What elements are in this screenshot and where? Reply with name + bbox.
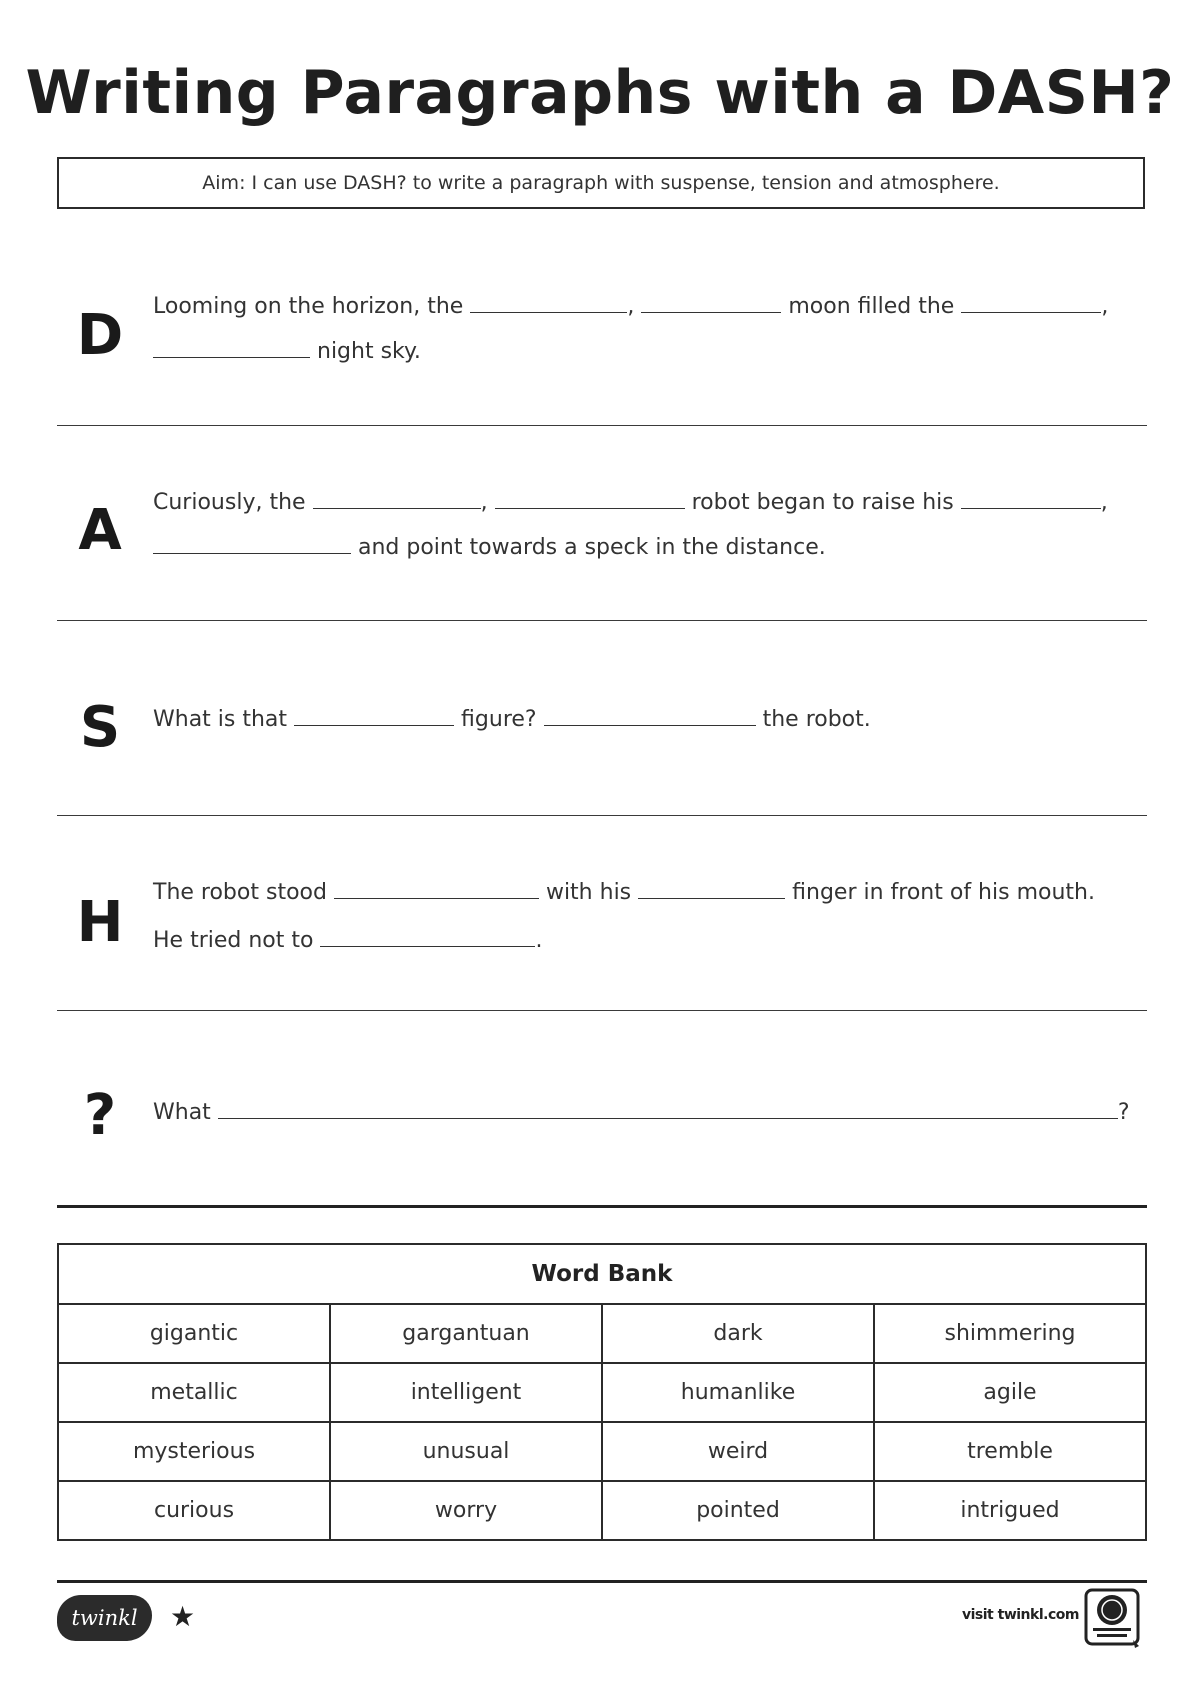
section-a-text: and point towards a speck in the distance. <box>358 535 826 560</box>
section-s-line-1 <box>153 705 871 732</box>
answer-blank[interactable] <box>153 533 351 554</box>
answer-blank[interactable] <box>641 292 781 313</box>
section-s-text: figure? <box>461 707 537 732</box>
answer-blank[interactable] <box>544 705 756 726</box>
word-cell: dark <box>602 1304 874 1363</box>
word-cell: pointed <box>602 1481 874 1540</box>
section-a-line-2 <box>153 533 826 560</box>
section-d-text: night sky. <box>317 339 421 364</box>
section-q-text: What <box>153 1100 211 1125</box>
answer-blank[interactable] <box>961 292 1101 313</box>
section-d-text: , <box>1101 294 1109 319</box>
section-letter-d: D <box>76 303 124 368</box>
word-cell: shimmering <box>874 1304 1146 1363</box>
section-divider <box>57 425 1147 426</box>
answer-blank[interactable] <box>294 705 454 726</box>
star-icon: ★ <box>170 1600 196 1633</box>
answer-blank[interactable] <box>334 878 539 899</box>
section-h-text: The robot stood <box>153 880 327 905</box>
visit-link[interactable]: visit twinkl.com <box>962 1607 1079 1623</box>
answer-blank[interactable] <box>961 488 1101 509</box>
answer-blank[interactable] <box>313 488 481 509</box>
section-d-line-1 <box>153 292 1108 319</box>
section-h-line-2 <box>153 926 542 953</box>
section-divider <box>57 1010 1147 1011</box>
word-cell: intrigued <box>874 1481 1146 1540</box>
word-cell: mysterious <box>58 1422 330 1481</box>
section-s-text: the robot. <box>762 707 871 732</box>
word-bank-table <box>57 1243 1147 1541</box>
section-h-text: finger in front of his mouth. <box>792 880 1095 905</box>
footer-divider <box>57 1580 1147 1583</box>
aim-box <box>57 157 1145 209</box>
section-h-text: . <box>535 928 543 953</box>
section-s-text: What is that <box>153 707 288 732</box>
word-cell: metallic <box>58 1363 330 1422</box>
logo-text: twinkl <box>71 1606 138 1630</box>
section-h-line-1 <box>153 878 1095 905</box>
word-cell: humanlike <box>602 1363 874 1422</box>
twinkl-logo[interactable] <box>57 1595 152 1641</box>
section-a-text: , <box>480 490 488 515</box>
word-bank-divider <box>57 1205 1147 1208</box>
word-cell: unusual <box>330 1422 602 1481</box>
word-cell: weird <box>602 1422 874 1481</box>
section-letter-s: S <box>79 695 121 760</box>
answer-blank[interactable] <box>320 926 535 947</box>
word-cell: gigantic <box>58 1304 330 1363</box>
answer-blank[interactable] <box>470 292 627 313</box>
section-q-line-1 <box>153 1098 1130 1125</box>
word-cell: curious <box>58 1481 330 1540</box>
word-cell: gargantuan <box>330 1304 602 1363</box>
table-row <box>58 1422 1146 1481</box>
section-d-line-2 <box>153 337 421 364</box>
table-row <box>58 1481 1146 1540</box>
section-a-text: , <box>1100 490 1108 515</box>
section-letter-a: A <box>78 498 122 563</box>
section-q-text: ? <box>1117 1100 1130 1125</box>
quality-badge-icon <box>1083 1586 1143 1650</box>
word-cell: agile <box>874 1363 1146 1422</box>
section-divider <box>57 620 1147 621</box>
answer-blank[interactable] <box>638 878 785 899</box>
section-h-text: He tried not to <box>153 928 314 953</box>
word-cell: worry <box>330 1481 602 1540</box>
section-h-text: with his <box>545 880 632 905</box>
section-letter-question: ? <box>83 1083 117 1148</box>
aim-text: Aim: I can use DASH? to write a paragraph with suspense, tension and atmosphere. <box>202 172 1000 194</box>
section-d-text: moon filled the <box>788 294 955 319</box>
answer-blank[interactable] <box>218 1098 1118 1119</box>
section-letter-h: H <box>76 890 124 955</box>
answer-blank[interactable] <box>495 488 685 509</box>
section-a-text: robot began to raise his <box>691 490 954 515</box>
section-divider <box>57 815 1147 816</box>
section-d-text: , <box>627 294 635 319</box>
word-cell: tremble <box>874 1422 1146 1481</box>
table-row <box>58 1363 1146 1422</box>
section-a-text: Curiously, the <box>153 490 306 515</box>
section-a-line-1 <box>153 488 1108 515</box>
section-d-text: Looming on the horizon, the <box>153 294 464 319</box>
word-cell: intelligent <box>330 1363 602 1422</box>
word-bank-title: Word Bank <box>58 1244 1146 1304</box>
page-title: Writing Paragraphs with a DASH? <box>25 58 1175 128</box>
table-row <box>58 1304 1146 1363</box>
answer-blank[interactable] <box>153 337 310 358</box>
